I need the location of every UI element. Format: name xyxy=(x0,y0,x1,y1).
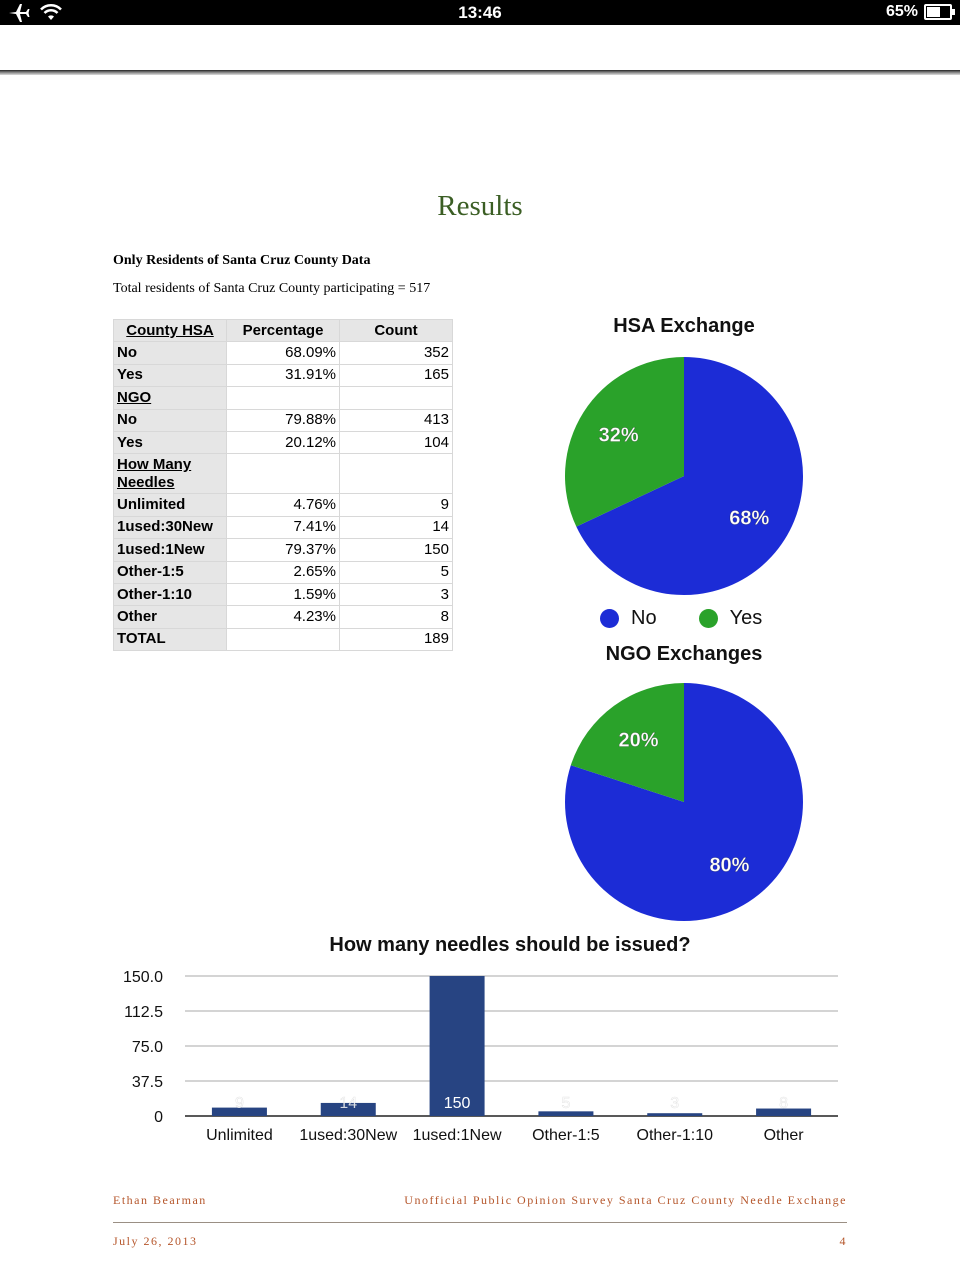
row-label: Other xyxy=(114,606,227,628)
y-tick-label: 75.0 xyxy=(131,1039,163,1056)
ngo-pie-chart xyxy=(554,672,814,932)
row-label: Other-1:10 xyxy=(114,583,227,605)
legend-yes-swatch xyxy=(699,609,718,628)
legend-no-swatch xyxy=(600,609,619,628)
row-count xyxy=(340,454,453,494)
bar-chart-title: How many needles should be issued? xyxy=(329,934,691,956)
bar xyxy=(538,1111,593,1116)
row-count xyxy=(340,387,453,409)
row-percentage: 1.59% xyxy=(227,583,340,605)
row-percentage xyxy=(227,454,340,494)
pie-label: 80% xyxy=(709,854,750,877)
table-header: Percentage xyxy=(227,320,340,342)
row-percentage: 4.76% xyxy=(227,494,340,516)
y-tick-label: 112.5 xyxy=(124,1004,163,1021)
legend-yes-label: Yes xyxy=(729,607,763,629)
row-label: 1used:1New xyxy=(114,539,227,561)
table-row xyxy=(114,494,453,516)
row-percentage: 20.12% xyxy=(227,431,340,453)
x-tick-label: Other-1:10 xyxy=(636,1127,713,1144)
row-percentage xyxy=(227,387,340,409)
pie-label: 20% xyxy=(618,729,659,752)
row-label: No xyxy=(114,409,227,431)
row-percentage xyxy=(227,628,340,650)
pie-legend xyxy=(600,607,762,630)
footer-divider xyxy=(113,1222,847,1223)
row-percentage: 31.91% xyxy=(227,364,340,386)
battery-icon xyxy=(924,4,952,20)
row-label: Unlimited xyxy=(114,494,227,516)
bar-value-label: 8 xyxy=(779,1095,789,1112)
row-count: 3 xyxy=(340,583,453,605)
bar-value-label: 14 xyxy=(339,1095,358,1112)
bar-value-label: 3 xyxy=(670,1095,680,1112)
table-row xyxy=(114,409,453,431)
table-row xyxy=(114,539,453,561)
table-row xyxy=(114,387,453,409)
battery-percent: 65% xyxy=(885,3,918,20)
table-row xyxy=(114,561,453,583)
row-label: Other-1:5 xyxy=(114,561,227,583)
needles-bar-chart xyxy=(100,928,860,1158)
pie-label: 32% xyxy=(598,424,639,447)
row-count: 189 xyxy=(340,628,453,650)
results-table xyxy=(113,319,453,651)
row-label: How Many Needles xyxy=(114,454,227,494)
footer-date: July 26, 2013 xyxy=(113,1234,198,1248)
hsa-pie-chart xyxy=(554,346,814,606)
y-tick-label: 150.0 xyxy=(122,969,163,986)
table-header-row xyxy=(114,320,453,342)
table-header: County HSA xyxy=(114,320,227,342)
legend-no-label: No xyxy=(631,607,657,629)
row-count: 8 xyxy=(340,606,453,628)
row-percentage: 2.65% xyxy=(227,561,340,583)
row-percentage: 79.88% xyxy=(227,409,340,431)
bar xyxy=(647,1113,702,1116)
row-count: 352 xyxy=(340,342,453,364)
table-row xyxy=(114,516,453,538)
pie-label: 68% xyxy=(729,507,770,530)
table-row xyxy=(114,606,453,628)
ngo-chart-title: NGO Exchanges xyxy=(605,643,763,665)
row-count: 9 xyxy=(340,494,453,516)
bar-value-label: 9 xyxy=(234,1095,244,1112)
row-count: 413 xyxy=(340,409,453,431)
x-tick-label: Unlimited xyxy=(206,1127,273,1144)
battery-fill xyxy=(927,7,940,17)
y-tick-label: 37.5 xyxy=(131,1074,163,1091)
row-percentage: 79.37% xyxy=(227,539,340,561)
page-number: 4 xyxy=(839,1234,847,1248)
row-count: 165 xyxy=(340,364,453,386)
toolbar-divider xyxy=(0,70,960,75)
row-count: 150 xyxy=(340,539,453,561)
x-tick-label: 1used:1New xyxy=(412,1127,502,1144)
row-percentage: 7.41% xyxy=(227,516,340,538)
section-subheading: Only Residents of Santa Cruz County Data xyxy=(113,253,371,268)
status-time: 13:46 xyxy=(458,3,502,22)
bar-value-label: 5 xyxy=(561,1095,571,1112)
footer-author: Ethan Bearman xyxy=(113,1193,207,1207)
status-bar xyxy=(0,0,960,25)
table-row xyxy=(114,364,453,386)
row-percentage: 68.09% xyxy=(227,342,340,364)
row-percentage: 4.23% xyxy=(227,606,340,628)
participation-description: Total residents of Santa Cruz County participating = 517 xyxy=(113,281,431,296)
bar-value-label: 150 xyxy=(443,1095,471,1112)
viewer-toolbar[interactable] xyxy=(0,25,960,72)
row-label: NGO xyxy=(114,387,227,409)
row-label: Yes xyxy=(114,364,227,386)
table-row xyxy=(114,583,453,605)
table-row xyxy=(114,431,453,453)
x-tick-label: Other-1:5 xyxy=(532,1127,600,1144)
table-header: Count xyxy=(340,320,453,342)
table-row xyxy=(114,342,453,364)
row-count: 5 xyxy=(340,561,453,583)
footer-doc-title: Unofficial Public Opinion Survey Santa Cruz County Needle Exchange xyxy=(404,1193,847,1207)
row-label: No xyxy=(114,342,227,364)
row-count: 104 xyxy=(340,431,453,453)
row-label: 1used:30New xyxy=(114,516,227,538)
hsa-chart-title: HSA Exchange xyxy=(613,315,755,337)
table-row xyxy=(114,454,453,494)
table-row xyxy=(114,628,453,650)
row-count: 14 xyxy=(340,516,453,538)
x-tick-label: Other xyxy=(763,1127,804,1144)
page-title: Results xyxy=(437,190,523,222)
row-label: TOTAL xyxy=(114,628,227,650)
y-tick-label: 0 xyxy=(154,1109,163,1126)
row-label: Yes xyxy=(114,431,227,453)
status-right xyxy=(886,3,952,21)
x-tick-label: 1used:30New xyxy=(299,1127,398,1144)
